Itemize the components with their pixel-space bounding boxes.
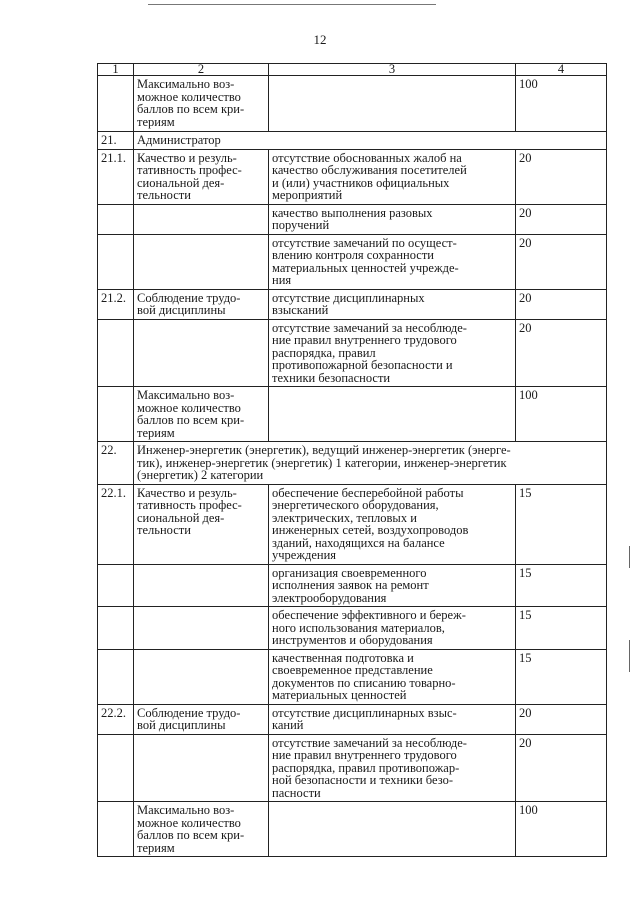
criterion-cell	[134, 734, 269, 802]
points-cell: 15	[516, 607, 607, 650]
header-cell: 4	[516, 64, 607, 76]
points-cell: 20	[516, 149, 607, 204]
item-number-cell: 22.2.	[98, 704, 134, 734]
table-row	[98, 132, 607, 150]
criterion-cell	[134, 564, 269, 607]
item-number-cell	[98, 734, 134, 802]
item-number-cell	[98, 802, 134, 857]
points-cell: 20	[516, 204, 607, 234]
table-row	[98, 234, 607, 289]
indicator-cell: отсутствие замечаний за несоблюде- ние правил внутреннего трудового распорядка, правил противопожар- ной безопасности и техники безо- пасности	[269, 734, 516, 802]
criterion-cell	[134, 204, 269, 234]
criterion-cell: Качество и резуль- тативность профес- сиональной дея- тельности	[134, 484, 269, 564]
criterion-cell: Максимально воз- можное количество баллов по всем кри- териям	[134, 387, 269, 442]
criterion-cell: Соблюдение трудо- вой дисциплины	[134, 704, 269, 734]
page-number: 12	[313, 32, 327, 47]
criteria-table	[97, 63, 607, 857]
table-row	[98, 607, 607, 650]
item-number-cell	[98, 387, 134, 442]
table-row	[98, 704, 607, 734]
criterion-cell	[134, 607, 269, 650]
table-row	[98, 387, 607, 442]
item-number-cell	[98, 607, 134, 650]
points-cell: 20	[516, 734, 607, 802]
table-row	[98, 204, 607, 234]
item-number-cell	[98, 204, 134, 234]
item-number-cell	[98, 234, 134, 289]
points-cell: 20	[516, 234, 607, 289]
indicator-cell: отсутствие дисциплинарных взысканий	[269, 289, 516, 319]
points-cell: 20	[516, 289, 607, 319]
header-cell: 2	[134, 64, 269, 76]
item-number-cell	[98, 319, 134, 387]
points-cell: 15	[516, 649, 607, 704]
item-number-cell: 21.1.	[98, 149, 134, 204]
item-number-cell	[98, 564, 134, 607]
item-number-cell: 22.	[98, 442, 134, 485]
indicator-cell: качество выполнения разовых поручений	[269, 204, 516, 234]
item-number-cell: 21.	[98, 132, 134, 150]
section-title-cell: Администратор	[134, 132, 607, 150]
points-cell: 100	[516, 387, 607, 442]
table-row	[98, 149, 607, 204]
points-cell: 15	[516, 484, 607, 564]
table-row	[98, 649, 607, 704]
criterion-cell: Максимально воз- можное количество баллов по всем кри- териям	[134, 802, 269, 857]
indicator-cell: качественная подготовка и своевременное представление документов по списанию товарно- материальных ценностей	[269, 649, 516, 704]
top-rule	[148, 4, 436, 5]
points-cell: 100	[516, 802, 607, 857]
points-cell: 100	[516, 76, 607, 132]
indicator-cell: отсутствие замечаний за несоблюде- ние правил внутреннего трудового распорядка, правил противопожарной безопасности и техники безопасности	[269, 319, 516, 387]
indicator-cell: отсутствие замечаний по осущест- влению контроля сохранности материальных ценностей учрежде- ния	[269, 234, 516, 289]
item-number-cell: 22.1.	[98, 484, 134, 564]
points-cell: 20	[516, 704, 607, 734]
points-cell: 15	[516, 564, 607, 607]
table-row	[98, 734, 607, 802]
criterion-cell	[134, 234, 269, 289]
table-row	[98, 564, 607, 607]
table-row	[98, 289, 607, 319]
table-row	[98, 76, 607, 132]
table-row	[98, 319, 607, 387]
indicator-cell	[269, 802, 516, 857]
indicator-cell: обеспечение эффективного и береж- ного использования материалов, инструментов и оборудования	[269, 607, 516, 650]
table-row	[98, 484, 607, 564]
criterion-cell: Максимально воз- можное количество баллов по всем кри- териям	[134, 76, 269, 132]
table-header-row	[98, 64, 607, 76]
criterion-cell	[134, 319, 269, 387]
indicator-cell: обеспечение бесперебойной работы энергетического оборудования, электрических, тепловых и инженерных сетей, воздухопроводов зданий, находящихся на балансе учреждения	[269, 484, 516, 564]
indicator-cell	[269, 387, 516, 442]
item-number-cell	[98, 649, 134, 704]
criterion-cell	[134, 649, 269, 704]
indicator-cell: отсутствие обоснованных жалоб на качество обслуживания посетителей и (или) участников официальных мероприятий	[269, 149, 516, 204]
table-row	[98, 802, 607, 857]
indicator-cell: отсутствие дисциплинарных взыс- каний	[269, 704, 516, 734]
item-number-cell	[98, 76, 134, 132]
criterion-cell: Соблюдение трудо- вой дисциплины	[134, 289, 269, 319]
section-title-cell: Инженер-энергетик (энергетик), ведущий инженер-энергетик (энерге- тик), инженер-энергетик (энергетик) 1 категории, инженер-энергетик (энергетик) 2 категории	[134, 442, 607, 485]
margin-mark	[629, 640, 630, 672]
criterion-cell: Качество и резуль- тативность профес- сиональной дея- тельности	[134, 149, 269, 204]
table-row	[98, 442, 607, 485]
header-cell: 3	[269, 64, 516, 76]
indicator-cell: организация своевременного исполнения заявок на ремонт электрооборудования	[269, 564, 516, 607]
margin-mark	[629, 546, 630, 568]
item-number-cell: 21.2.	[98, 289, 134, 319]
indicator-cell	[269, 76, 516, 132]
points-cell: 20	[516, 319, 607, 387]
header-cell: 1	[98, 64, 134, 76]
